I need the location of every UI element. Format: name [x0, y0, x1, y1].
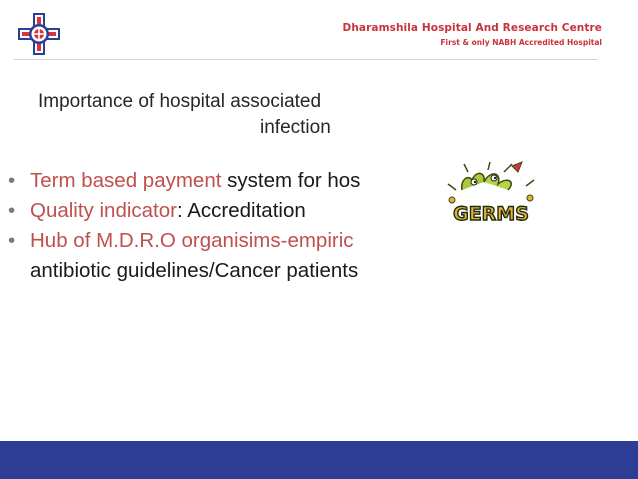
- bullet-continuation-text: antibiotic guidelines/Cancer patients: [30, 259, 359, 282]
- bullet-accent-text: Quality indicator: [30, 199, 177, 222]
- bullet-item: [0, 226, 446, 256]
- slide-title-line2: infection: [260, 117, 331, 139]
- bullet-continuation: [0, 256, 446, 286]
- bullet-text: : Accreditation: [176, 199, 306, 222]
- hospital-branding: [343, 22, 602, 47]
- bullet-list: [0, 166, 446, 286]
- bullet-dot-icon: •: [8, 229, 16, 252]
- slide-title: [38, 89, 478, 141]
- bullet-dot-icon: •: [8, 169, 16, 192]
- hospital-tagline: First & only NABH Accredited Hospital: [440, 38, 602, 47]
- slide-title-line1: Importance of hospital associated: [38, 91, 322, 112]
- bullet-dot-icon: •: [8, 199, 16, 222]
- germs-clipart-icon: [442, 160, 540, 228]
- slide-content: [0, 166, 446, 286]
- bullet-item: [0, 166, 446, 196]
- hospital-name: Dharamshila Hospital And Research Centre: [342, 22, 602, 34]
- header-divider: [14, 59, 598, 60]
- bullet-item: [0, 196, 446, 226]
- germs-wordart: GERMS: [453, 203, 529, 225]
- footer-band: [0, 441, 638, 479]
- bullet-accent-text: Term based payment: [30, 169, 222, 192]
- bullet-accent-text: Hub of M.D.R.O organisims-empiric: [30, 229, 354, 252]
- bullet-text: system for hos: [221, 169, 361, 192]
- hospital-logo-icon: [17, 12, 61, 56]
